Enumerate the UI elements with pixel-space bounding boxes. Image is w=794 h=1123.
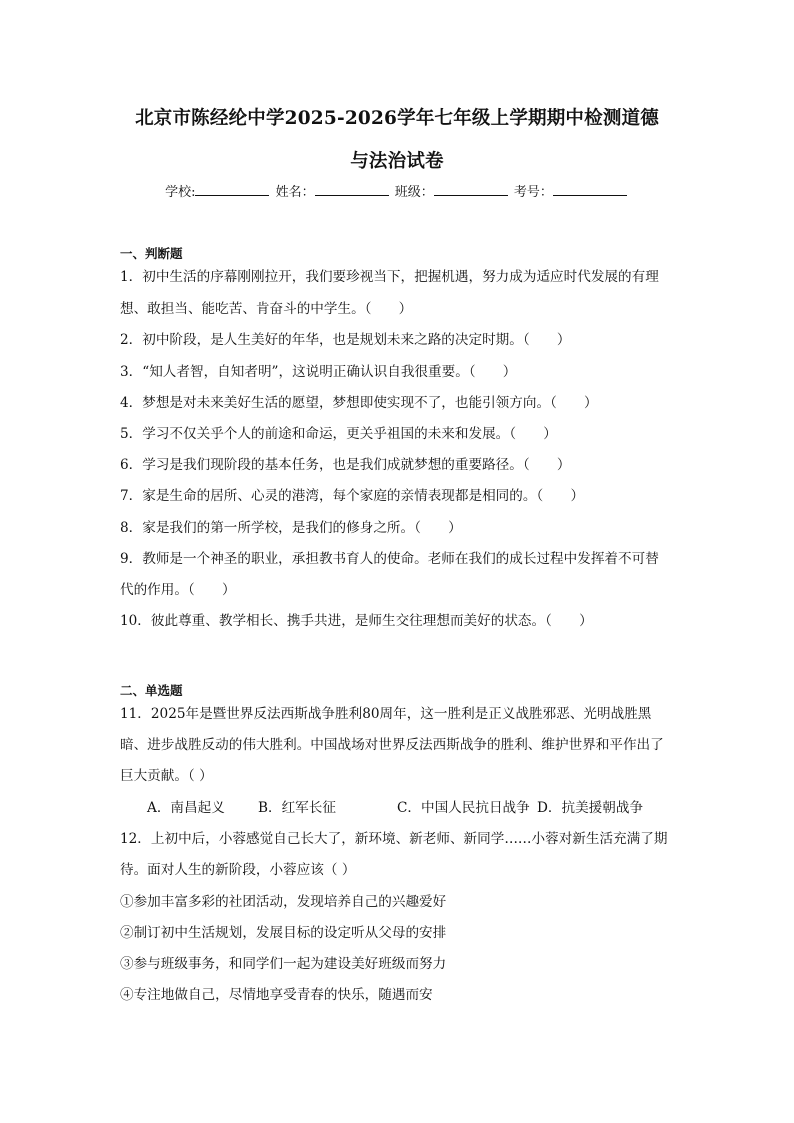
school-label: 学校: <box>165 185 196 200</box>
q11-options <box>147 799 643 817</box>
question-line: 3．“知人者智，自知者明”，这说明正确认识自我很重要。（ ） <box>120 364 517 380</box>
student-info-row <box>0 181 794 200</box>
name-label: 姓名： <box>275 185 315 200</box>
class-label: 班级： <box>394 185 434 200</box>
question-line: 暗、进步战胜反动的伟大胜利。中国战场对世界反法西斯战争的胜利、维护世界和平作出了 <box>120 737 664 753</box>
statement-item: ②制订初中生活规划，发展目标的设定听从父母的安排 <box>120 925 447 941</box>
question-line: 4．梦想是对未来美好生活的愿望，梦想即使实现不了，也能引领方向。（ ） <box>120 395 598 411</box>
option-a[interactable]: A．南昌起义 <box>147 800 225 816</box>
statement-item: ③参与班级事务，和同学们一起为建设美好班级而努力 <box>120 956 447 972</box>
question-line: 8．家是我们的第一所学校，是我们的修身之所。（ ） <box>120 520 462 536</box>
number-blank[interactable] <box>553 184 627 196</box>
question-line: 巨大贡献。（ ） <box>120 768 213 784</box>
question-line: 2．初中阶段，是人生美好的年华，也是规划未来之路的决定时期。（ ） <box>120 332 571 348</box>
section-heading-judgement: 一、判断题 <box>120 246 183 261</box>
exam-title-line-1: 北京市陈经纶中学2025-2026学年七年级上学期期中检测道德 <box>135 108 659 129</box>
school-blank[interactable] <box>195 184 269 196</box>
question-line: 6．学习是我们现阶段的基本任务，也是我们成就梦想的重要路径。（ ） <box>120 457 571 473</box>
class-blank[interactable] <box>434 184 508 196</box>
statement-item: ④专注地做自己，尽情地享受青春的快乐，随遇而安 <box>120 987 433 1003</box>
question-line: 12．上初中后，小蓉感觉自己长大了，新环境、新老师、新同学……小蓉对新生活充满了期 <box>120 831 668 847</box>
section-heading-single-choice: 二、单选题 <box>120 683 183 698</box>
question-line: 代的作用。（ ） <box>120 582 236 598</box>
question-line: 7．家是生命的居所、心灵的港湾，每个家庭的亲情表现都是相同的。（ ） <box>120 488 585 504</box>
name-blank[interactable] <box>315 184 389 196</box>
question-line: 想、敢担当、能吃苦、肯奋斗的中学生。（ ） <box>120 301 413 317</box>
question-line: 待。面对人生的新阶段，小蓉应该（ ） <box>120 862 356 878</box>
question-line: 1．初中生活的序幕刚刚拉开，我们要珍视当下，把握机遇，努力成为适应时代发展的有理 <box>120 269 659 285</box>
number-label: 考号： <box>513 185 553 200</box>
option-d[interactable]: D．抗美援朝战争 <box>537 800 644 816</box>
exam-title-line-2: 与法治试卷 <box>350 151 444 172</box>
statement-item: ①参加丰富多彩的社团活动，发现培养自己的兴趣爱好 <box>120 894 447 910</box>
question-line: 10．彼此尊重、教学相长、携手共进，是师生交往理想而美好的状态。（ ） <box>120 613 593 629</box>
option-c[interactable]: C．中国人民抗日战争 <box>397 800 530 816</box>
option-b[interactable]: B．红军长征 <box>258 800 336 816</box>
question-line: 11．2025年是暨世界反法西斯战争胜利80周年，这一胜利是正义战胜邪恶、光明战胜黑 <box>120 706 652 722</box>
question-line: 5．学习不仅关乎个人的前途和命运，更关乎祖国的未来和发展。（ ） <box>120 426 557 442</box>
question-line: 9．教师是一个神圣的职业，承担教书育人的使命。老师在我们的成长过程中发挥着不可替 <box>120 551 659 567</box>
